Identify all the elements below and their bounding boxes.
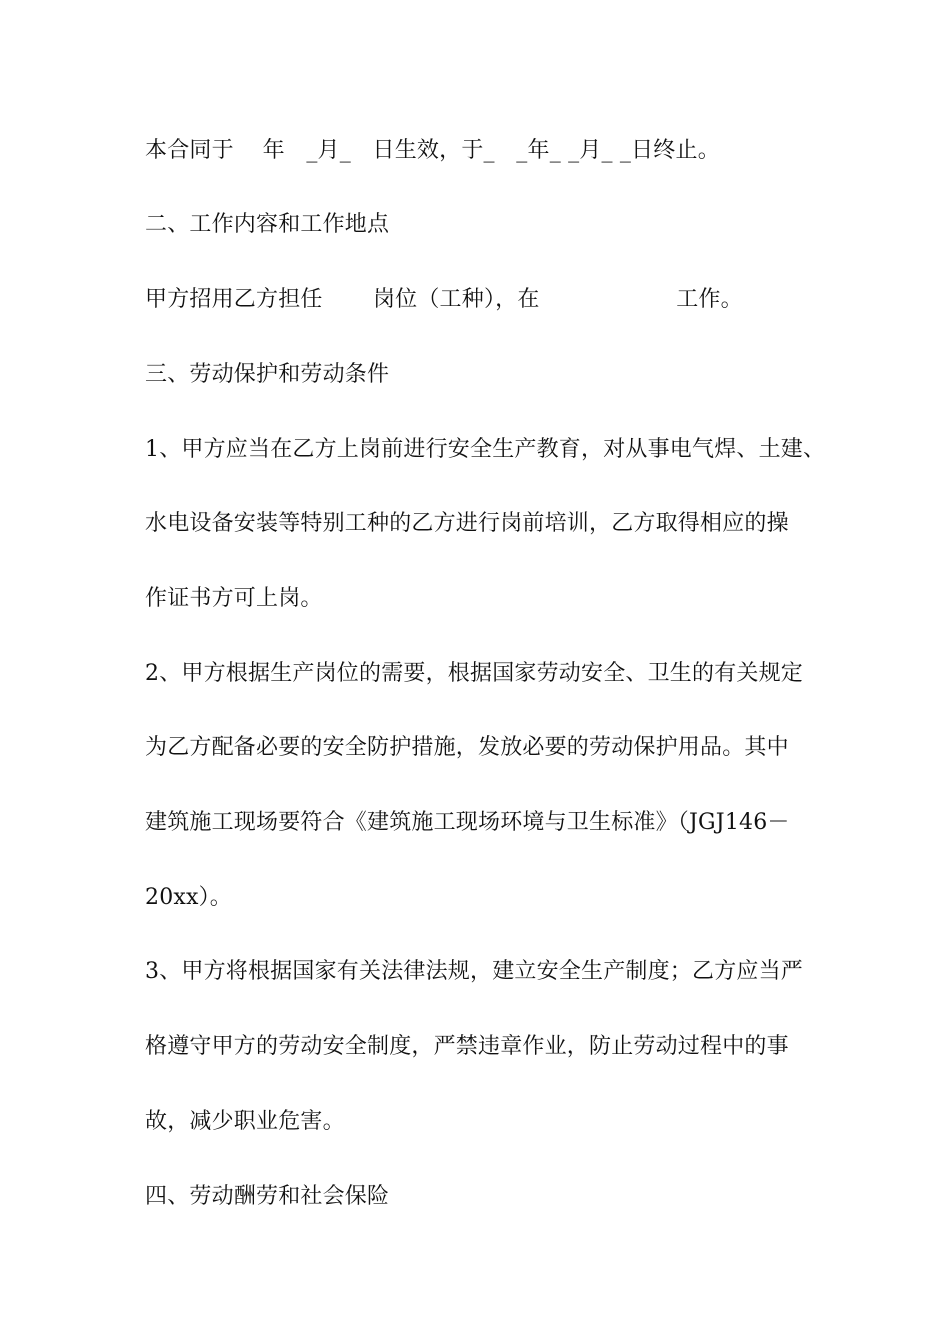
clause-1-line-1: 1、甲方应当在乙方上岗前进行安全生产教育，对从事电气焊、土建、: [145, 437, 826, 462]
clause-2-line-3: 建筑施工现场要符合《建筑施工现场环境与卫生标准》（JGJ146－: [145, 810, 790, 835]
clause-1-line-3: 作证书方可上岗。: [145, 586, 323, 611]
clause-3-line-2: 格遵守甲方的劳动安全制度，严禁违章作业，防止劳动过程中的事: [145, 1034, 789, 1059]
section-heading-protection: 三、劳动保护和劳动条件: [145, 362, 390, 387]
clause-2-line-1: 2、甲方根据生产岗位的需要，根据国家劳动安全、卫生的有关规定: [145, 661, 803, 686]
clause-3-line-3: 故，减少职业危害。: [145, 1109, 345, 1134]
contract-term-line: 本合同于 年 _月_ 日生效，于_ _年_ _月_ _日终止。: [145, 138, 720, 163]
clause-2-line-2: 为乙方配备必要的安全防护措施，发放必要的劳动保护用品。其中: [145, 735, 789, 760]
clause-3-line-1: 3、甲方将根据国家有关法律法规，建立安全生产制度；乙方应当严: [145, 959, 803, 984]
job-position-line: 甲方招用乙方担任 岗位（工种），在 工作。: [145, 287, 743, 312]
section-heading-remuneration: 四、劳动酬劳和社会保险: [145, 1184, 390, 1209]
clause-1-line-2: 水电设备安装等特别工种的乙方进行岗前培训，乙方取得相应的操: [145, 511, 789, 536]
clause-2-line-4: 20xx）。: [145, 885, 233, 910]
section-heading-work: 二、工作内容和工作地点: [145, 212, 390, 237]
